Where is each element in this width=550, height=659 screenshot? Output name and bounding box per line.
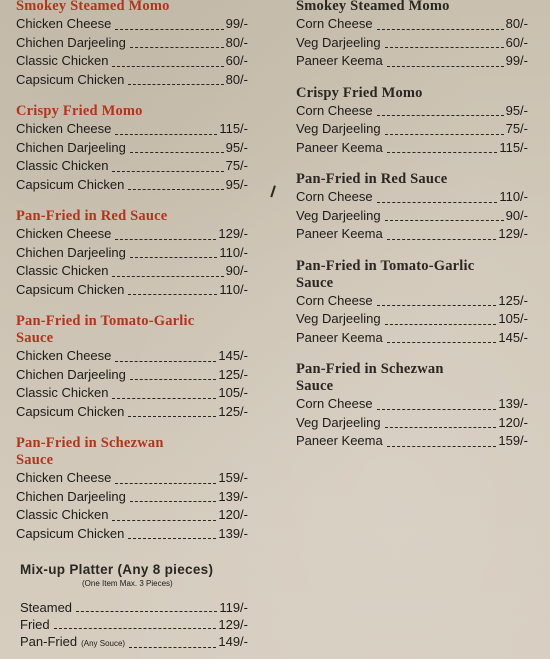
- item-price: 105/-: [498, 311, 528, 326]
- leader-dashes: [115, 238, 216, 240]
- menu-item: [16, 488, 248, 507]
- menu-item: [16, 262, 248, 281]
- item-price: 80/-: [505, 16, 528, 31]
- section-title: Pan-Fried in Tomato-Garlic: [296, 257, 475, 274]
- leader-dashes: [115, 133, 217, 135]
- menu-item: [16, 120, 248, 139]
- menu-item: [16, 52, 248, 71]
- menu-item: [16, 71, 248, 90]
- leader-dashes: [112, 397, 216, 399]
- item-name: Veg Darjeeling: [296, 34, 381, 50]
- leader-dashes: [385, 133, 504, 135]
- item-price: 110/-: [219, 281, 248, 297]
- item-price: 120/-: [498, 414, 528, 430]
- item-price: 145/-: [498, 329, 528, 345]
- platter-section: [20, 561, 266, 652]
- item-price: 125/-: [218, 366, 248, 382]
- item-name: Corn Cheese: [296, 16, 373, 31]
- menu-item: [16, 506, 248, 525]
- section-title: Pan-Fried in Schezwan: [296, 361, 444, 377]
- menu-item: [16, 366, 248, 385]
- item-name: Veg Darjeeling: [296, 207, 381, 223]
- menu-item: [16, 347, 248, 366]
- item-price: 129/-: [498, 226, 528, 241]
- leader-dashes: [115, 28, 223, 30]
- item-price: 105/-: [218, 385, 248, 400]
- item-price: 115/-: [219, 121, 248, 136]
- menu-item: [16, 225, 248, 244]
- section-title: Pan-Fried in Red Sauce: [16, 208, 168, 224]
- leader-dashes: [112, 275, 223, 277]
- item-name: Chichen Darjeeling: [16, 366, 126, 382]
- item-price: 129/-: [218, 617, 248, 632]
- leader-dashes: [130, 151, 224, 153]
- item-price: 125/-: [218, 403, 248, 419]
- menu-item: [296, 329, 528, 348]
- section-title: Smokey Steamed Momo: [296, 0, 450, 14]
- section-title: Pan-Fried in Red Sauce: [296, 171, 448, 187]
- item-name: Capsicum Chicken: [16, 176, 125, 192]
- left-menu-column: [16, 0, 266, 652]
- menu-item: [296, 207, 528, 226]
- leader-dashes: [377, 114, 504, 116]
- item-price: 139/-: [218, 525, 248, 541]
- leader-dashes: [129, 646, 216, 648]
- item-name: Capsicum Chicken: [16, 403, 125, 419]
- menu-section: [296, 0, 536, 71]
- leader-dashes: [112, 519, 216, 521]
- leader-dashes: [112, 65, 223, 67]
- item-price: 159/-: [218, 470, 248, 485]
- leader-dashes: [76, 610, 217, 612]
- item-name: Paneer Keema: [296, 329, 383, 345]
- leader-dashes: [128, 415, 216, 417]
- item-price: 110/-: [219, 244, 248, 260]
- item-price: 80/-: [225, 34, 248, 50]
- item-name: Chichen Darjeeling: [16, 139, 126, 155]
- item-name: Capsicum Chicken: [16, 71, 125, 87]
- pen-mark: [270, 185, 279, 198]
- item-price: 139/-: [218, 488, 248, 504]
- item-price: 145/-: [218, 348, 248, 363]
- leader-dashes: [377, 28, 504, 30]
- section-title-continued: Sauce: [16, 452, 54, 468]
- item-price: 95/-: [225, 139, 248, 155]
- menu-item: [16, 176, 248, 195]
- item-price: 90/-: [505, 207, 528, 223]
- leader-dashes: [387, 445, 497, 447]
- item-price: 99/-: [225, 16, 248, 31]
- leader-dashes: [385, 219, 504, 221]
- leader-dashes: [54, 627, 217, 629]
- menu-item: [16, 403, 248, 422]
- item-name: Pan-Fried: [20, 634, 78, 649]
- menu-section: [296, 361, 536, 451]
- section-title: Pan-Fried in Schezwan: [16, 435, 164, 451]
- item-name: Classic Chicken: [16, 507, 109, 522]
- item-price: 110/-: [499, 189, 528, 204]
- item-name: Classic Chicken: [16, 158, 109, 173]
- item-name: Classic Chicken: [16, 263, 109, 278]
- item-name: Corn Cheese: [296, 189, 373, 204]
- menu-item: [16, 384, 248, 403]
- item-price: 99/-: [505, 53, 528, 68]
- menu-section: [16, 0, 266, 89]
- item-name: Corn Cheese: [296, 292, 373, 308]
- menu-section: [296, 85, 536, 158]
- leader-dashes: [130, 500, 217, 502]
- menu-section: [16, 208, 266, 299]
- section-title: Crispy Fried Momo: [296, 84, 423, 101]
- leader-dashes: [387, 341, 497, 343]
- menu-item: [296, 139, 528, 158]
- item-name: Capsicum Chicken: [16, 525, 125, 541]
- item-name: Classic Chicken: [16, 385, 109, 400]
- leader-dashes: [128, 537, 216, 539]
- menu-item: [296, 432, 528, 451]
- item-price: 119/-: [219, 600, 248, 615]
- leader-dashes: [377, 201, 498, 203]
- menu-item: [16, 281, 248, 300]
- leader-dashes: [387, 151, 498, 153]
- item-price: 80/-: [225, 71, 248, 87]
- item-name: Corn Cheese: [296, 102, 373, 118]
- menu-item: [296, 102, 528, 121]
- menu-item: [296, 15, 528, 34]
- item-price: 125/-: [498, 292, 528, 308]
- menu-item: [296, 188, 528, 207]
- item-price: 95/-: [225, 176, 248, 192]
- item-name: Chichen Darjeeling: [16, 488, 126, 504]
- item-subnote: (Any Souce): [81, 639, 126, 648]
- menu-item: [16, 34, 248, 53]
- section-title: Crispy Fried Momo: [16, 103, 143, 119]
- platter-note: (One Item Max. 3 Pieces): [82, 579, 173, 588]
- item-name: Corn Cheese: [296, 396, 373, 411]
- section-title-continued: Sauce: [296, 378, 334, 394]
- leader-dashes: [115, 482, 216, 484]
- platter-item: [20, 599, 248, 616]
- menu-item: [296, 292, 528, 311]
- leader-dashes: [387, 65, 504, 67]
- menu-section: [16, 435, 266, 543]
- leader-dashes: [377, 408, 497, 410]
- item-price: 60/-: [225, 53, 248, 68]
- item-name: Capsicum Chicken: [16, 281, 125, 297]
- section-title: Smokey Steamed Momo: [16, 0, 170, 14]
- menu-item: [296, 310, 528, 329]
- item-price: 90/-: [225, 263, 248, 278]
- item-name: Chicken Cheese: [16, 226, 112, 241]
- leader-dashes: [130, 46, 224, 48]
- leader-dashes: [128, 83, 223, 85]
- menu-item: [296, 414, 528, 433]
- menu-item: [296, 120, 528, 139]
- item-price: 159/-: [498, 433, 528, 448]
- menu-item: [16, 15, 248, 34]
- right-menu-column: [296, 0, 536, 451]
- item-name: Paneer Keema: [296, 433, 383, 448]
- item-name: Steamed: [20, 600, 73, 615]
- section-title-continued: Sauce: [16, 330, 54, 346]
- item-name: Paneer Keema: [296, 53, 383, 68]
- leader-dashes: [112, 170, 223, 172]
- menu-section: [16, 103, 266, 194]
- menu-item: [296, 395, 528, 414]
- menu-section: [296, 171, 536, 244]
- item-price: 75/-: [225, 158, 248, 173]
- item-price: 129/-: [218, 226, 248, 241]
- section-title: Pan-Fried in Tomato-Garlic: [16, 313, 195, 329]
- item-price: 75/-: [505, 121, 528, 136]
- item-name: Classic Chicken: [16, 53, 109, 68]
- leader-dashes: [385, 323, 497, 325]
- leader-dashes: [130, 378, 217, 380]
- item-name: Paneer Keema: [296, 139, 383, 155]
- section-title-continued: Sauce: [296, 274, 334, 291]
- item-price: 60/-: [505, 34, 528, 50]
- menu-item: [16, 469, 248, 488]
- item-name: Veg Darjeeling: [296, 414, 381, 430]
- platter-item: [20, 616, 248, 633]
- item-name: Chicken Cheese: [16, 348, 112, 363]
- item-price: 95/-: [505, 102, 528, 118]
- item-price: 120/-: [218, 507, 248, 522]
- item-price: 115/-: [499, 139, 528, 155]
- menu-item: [16, 525, 248, 544]
- item-name: Veg Darjeeling: [296, 121, 381, 136]
- platter-item: [20, 633, 248, 652]
- menu-section: [16, 313, 266, 421]
- item-name: Paneer Keema: [296, 226, 383, 241]
- menu-item: [296, 52, 528, 71]
- item-price: 149/-: [218, 634, 248, 649]
- menu-item: [16, 139, 248, 158]
- item-name: Chichen Darjeeling: [16, 34, 126, 50]
- item-name: Veg Darjeeling: [296, 311, 381, 326]
- leader-dashes: [385, 46, 504, 48]
- leader-dashes: [128, 188, 223, 190]
- leader-dashes: [115, 360, 216, 362]
- item-name: Chicken Cheese: [16, 470, 112, 485]
- leader-dashes: [128, 293, 217, 295]
- item-name: Chicken Cheese: [16, 121, 112, 136]
- menu-section: [296, 258, 536, 348]
- leader-dashes: [387, 238, 497, 240]
- item-price: 139/-: [498, 396, 528, 411]
- item-name: Fried: [20, 617, 50, 632]
- menu-item: [296, 225, 528, 244]
- item-name: Chicken Cheese: [16, 16, 112, 31]
- menu-item: [16, 157, 248, 176]
- leader-dashes: [377, 304, 497, 306]
- leader-dashes: [130, 256, 217, 258]
- platter-title: Mix-up Platter (Any 8 pieces): [20, 562, 214, 577]
- leader-dashes: [385, 426, 497, 428]
- menu-item: [16, 244, 248, 263]
- item-name: Chichen Darjeeling: [16, 244, 126, 260]
- menu-item: [296, 34, 528, 53]
